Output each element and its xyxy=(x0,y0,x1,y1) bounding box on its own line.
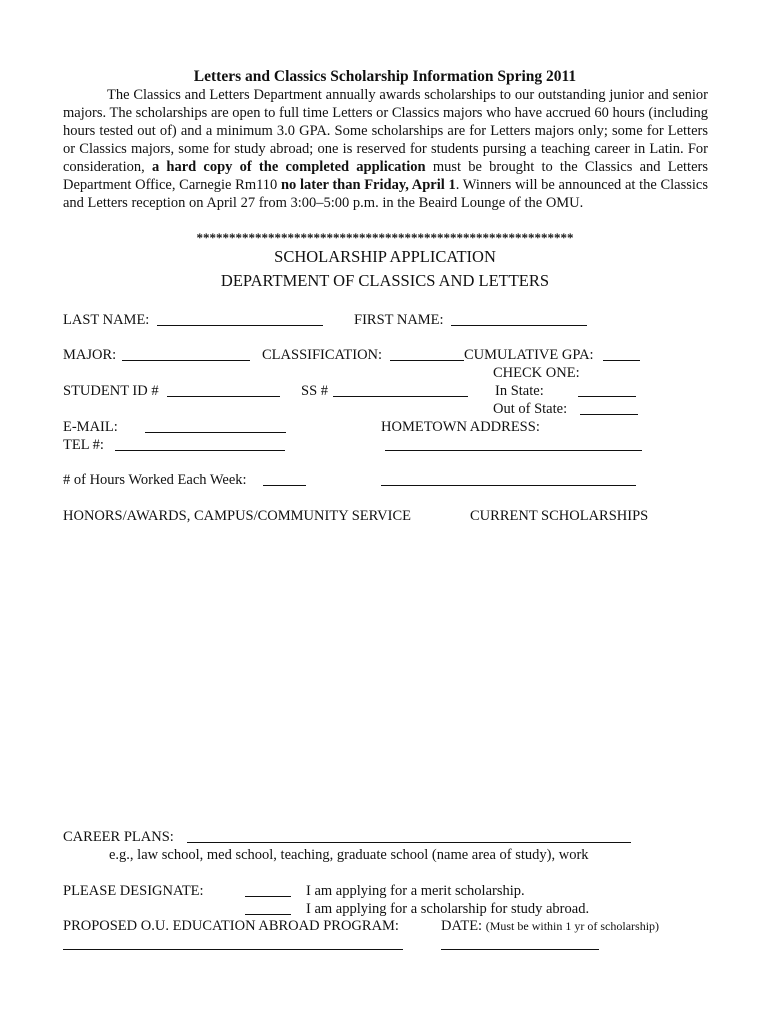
ss-label: SS # xyxy=(301,383,329,399)
merit-option-label: I am applying for a merit scholarship. xyxy=(306,883,525,899)
cumulative-gpa-field[interactable] xyxy=(603,360,640,361)
first-name-field[interactable] xyxy=(451,325,587,326)
info-bold-2: no later than Friday, April 1 xyxy=(280,177,456,193)
out-of-state-checkbox[interactable] xyxy=(580,414,638,415)
info-text-2: must be brought to the Classics and Letters Department Office, Carnegie Rm110 xyxy=(63,159,708,193)
date-note: (Must be within 1 yr of scholarship) xyxy=(485,919,660,933)
career-plans-label: CAREER PLANS: xyxy=(63,829,174,845)
email-field[interactable] xyxy=(145,432,286,433)
proposed-program-label: PROPOSED O.U. EDUCATION ABROAD PROGRAM: xyxy=(63,918,399,934)
cumulative-gpa-label: CUMULATIVE GPA: xyxy=(464,347,594,363)
ss-field[interactable] xyxy=(333,396,468,397)
study-abroad-checkbox[interactable] xyxy=(245,914,291,915)
classification-label: CLASSIFICATION: xyxy=(262,347,383,363)
first-name-label: FIRST NAME: xyxy=(354,312,444,328)
last-name-field[interactable] xyxy=(157,325,323,326)
tel-field[interactable] xyxy=(115,450,285,451)
date-label-text: DATE: xyxy=(441,918,483,934)
honors-label: HONORS/AWARDS, CAMPUS/COMMUNITY SERVICE xyxy=(63,508,412,524)
major-label: MAJOR: xyxy=(63,347,117,363)
please-designate-label: PLEASE DESIGNATE: xyxy=(63,883,204,899)
current-scholarships-label: CURRENT SCHOLARSHIPS xyxy=(470,508,649,524)
info-text-1: The Classics and Letters Department annually awards scholarships to our outstanding junior and senior majors. The scholarships are open to full time Letters or Classics majors who have accrued 60 hours (including hours tested out of) and a minimum 3.0 GPA. Some scholarships are for Letters majors only; some for Letters or Classics majors, some for study abroad; one is reserved for students pursing a teaching career in Latin. For consideration, xyxy=(63,87,708,175)
hours-worked-field[interactable] xyxy=(263,485,306,486)
department-heading: DEPARTMENT OF CLASSICS AND LETTERS xyxy=(220,271,550,290)
major-field[interactable] xyxy=(122,360,250,361)
check-one-label: CHECK ONE: xyxy=(493,365,580,381)
info-text-3: . Winners will be announced at the Classics and Letters reception on April 27 from 3:00–5:00 p.m. in the Beaird Lounge of the OMU. xyxy=(63,177,708,211)
star-divider: ********************************************************** xyxy=(196,230,574,245)
date-field[interactable] xyxy=(441,949,599,950)
email-label: E-MAIL: xyxy=(63,419,118,435)
study-abroad-option-label: I am applying for a scholarship for study abroad. xyxy=(306,901,590,917)
merit-checkbox[interactable] xyxy=(245,896,291,897)
hours-worked-label: # of Hours Worked Each Week: xyxy=(63,472,247,488)
career-plans-example: e.g., law school, med school, teaching, graduate school (name area of study), work xyxy=(109,847,589,863)
application-heading: SCHOLARSHIP APPLICATION xyxy=(274,247,496,266)
out-of-state-label: Out of State: xyxy=(493,401,568,417)
hometown-address-line-1[interactable] xyxy=(385,450,642,451)
in-state-label: In State: xyxy=(495,383,544,399)
hometown-address-line-2[interactable] xyxy=(381,485,636,486)
student-id-field[interactable] xyxy=(167,396,280,397)
student-id-label: STUDENT ID # xyxy=(63,383,159,399)
career-plans-field[interactable] xyxy=(187,842,631,843)
last-name-label: LAST NAME: xyxy=(63,312,150,328)
proposed-program-field[interactable] xyxy=(63,949,403,950)
page-title: Letters and Classics Scholarship Information Spring 2011 xyxy=(193,68,577,85)
hometown-address-label: HOMETOWN ADDRESS: xyxy=(381,419,540,435)
info-bold-1: a hard copy of the completed application xyxy=(151,159,426,175)
classification-field[interactable] xyxy=(390,360,464,361)
info-paragraph xyxy=(63,86,708,212)
tel-label: TEL #: xyxy=(63,437,104,453)
date-label xyxy=(441,917,659,935)
in-state-checkbox[interactable] xyxy=(578,396,636,397)
